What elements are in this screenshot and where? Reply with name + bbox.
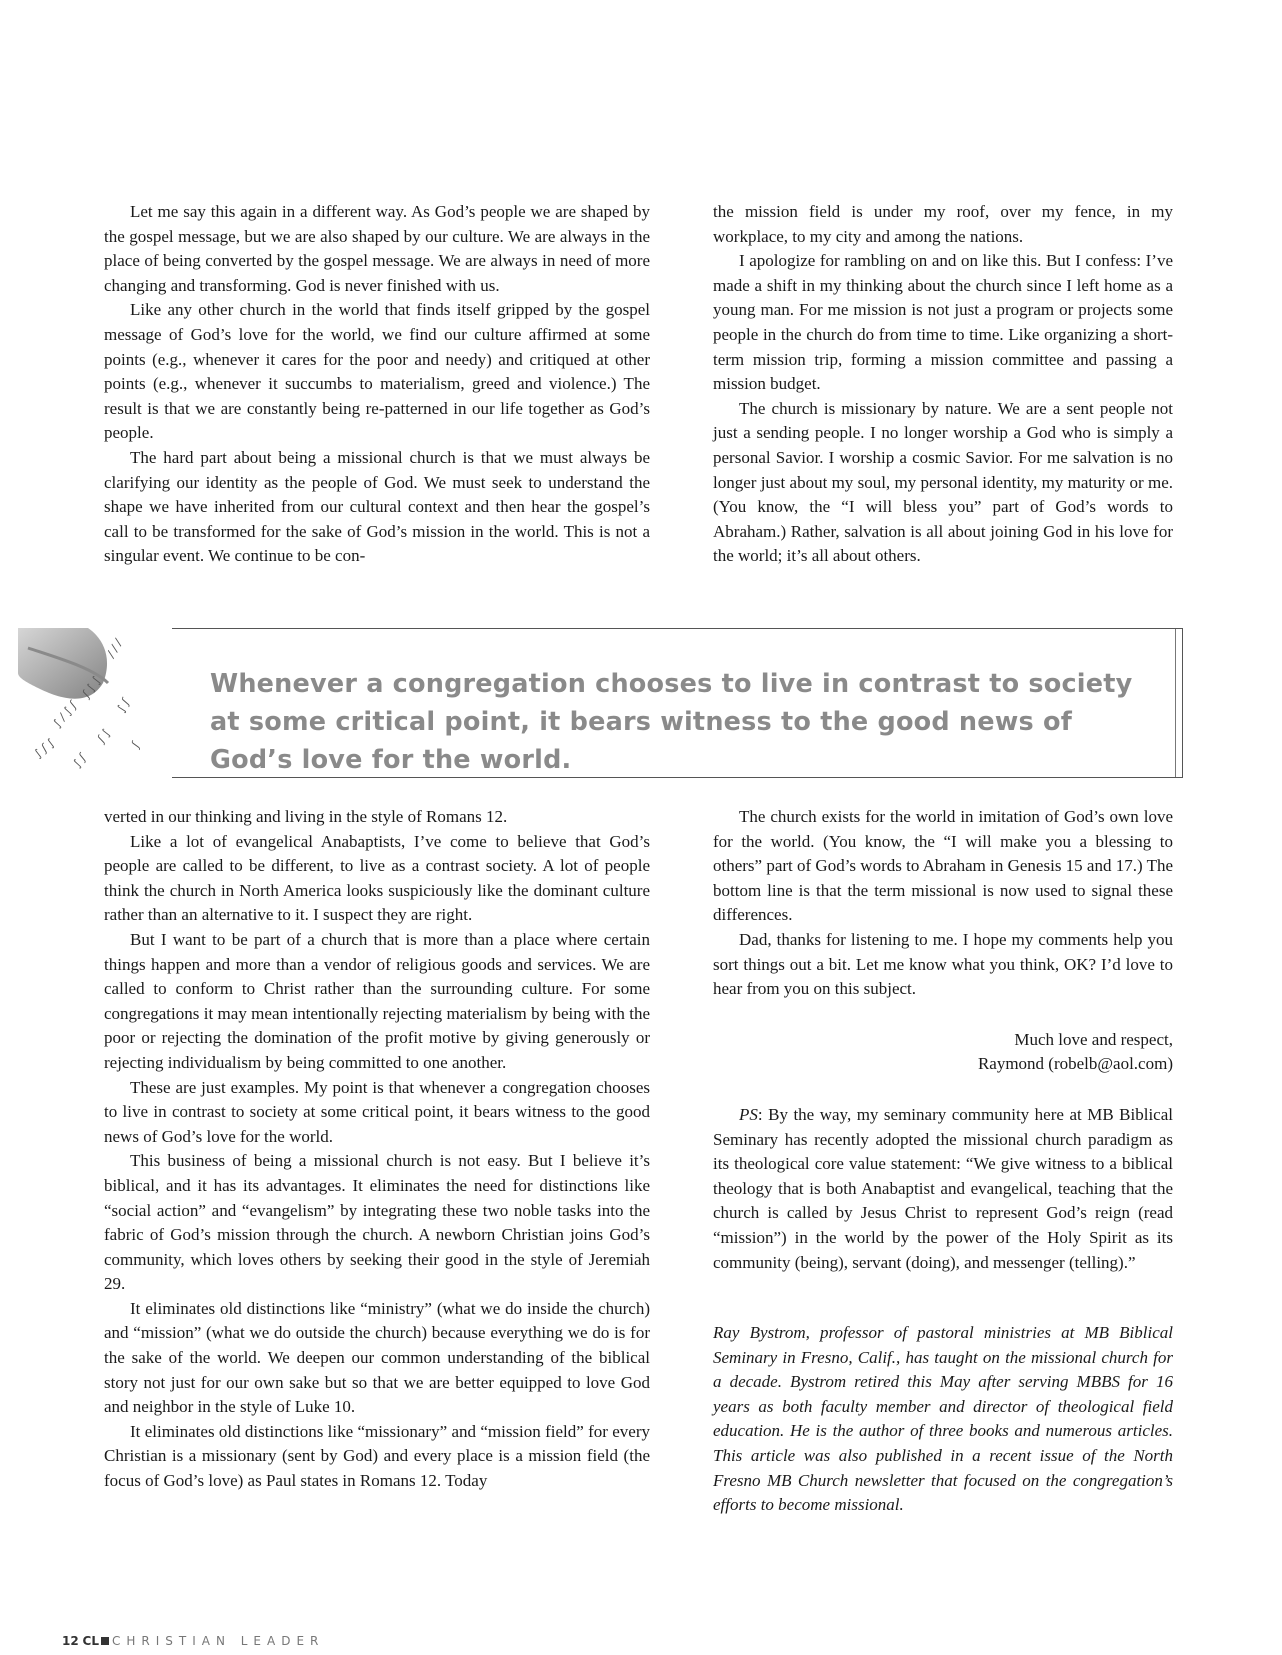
paragraph: These are just examples. My point is that whenever a congregation chooses to live in contrast to society at some critical point, it bears witness to the good news of God’s love for the world. (104, 1077, 650, 1146)
paragraph: The church is missionary by nature. We are a sent people not just a sending people. I no longer worship a God who is simply a personal Savior. I worship a cosmic Savior. For me salvation is no longer just about my soul, my personal identity, my maturity or me. (You know, the “I will bless you” part of God’s words to Abraham.) Rather, salvation is all about joining God in his love for the world; it’s all about others. (713, 398, 1173, 566)
svg-text:ʃ ∫: ʃ ∫ (94, 726, 113, 745)
paragraph: Like a lot of evangelical Anabaptists, I’ve come to believe that God’s people are called to be different, to live as a contrast society. A lot of people think the church in North America looks suspiciously like the dominant culture rather than an alternative to it. I suspect they are right. (104, 831, 650, 925)
signoff-signature: Raymond (robelb@aol.com) (977, 1054, 1173, 1074)
paragraph: Let me say this again in a different way. As God’s people we are shaped by the gospel message, but we are also shaped by our culture. We are always in the place of being converted by the gospel message. We are always in need of more changing and transforming. God is never finished with us. (104, 202, 650, 295)
signoff-closing: Much love and respect, (1014, 1029, 1173, 1049)
magazine-abbrev: CL (82, 1634, 99, 1648)
svg-text:∫ / ∫ ʃ: ∫ / ∫ ʃ (50, 699, 80, 730)
pull-quote-illustration (18, 628, 178, 788)
paragraph: Like any other church in the world that finds itself gripped by the gospel message of God’s love for the world, we find our culture affirmed at some points (e.g., whenever it cares for the poor and needy) and critiqued at other points (e.g., whenever it succumbs to materialism, greed and violence.) The result is that we are constantly being re-patterned in our life together as God’s people. (104, 300, 650, 443)
postscript-label: PS (739, 1104, 758, 1124)
svg-text:∫ ʃ: ∫ ʃ (70, 751, 89, 770)
paragraph: The church exists for the world in imitation of God’s own love for the world. (You know, the “I will make you a blessing to others” part of God’s words to Abraham in Genesis 15 and 17.) The bottom line is that the term missional is now used to signal these differences. (713, 807, 1174, 925)
author-bio: Ray Bystrom, professor of pastoral ministries at MB Biblical Seminary in Fresno, Calif., has taught on the missional church for a decade. Bystrom retired this May after serving MBBS for 16 years as both faculty member and director of theological field education. He is the author of three books and numerous articles. This article was also published in a recent issue of the North Fresno MB Church newsletter that focused on the congregation’s efforts to become missional. (713, 1323, 1173, 1515)
article-column-bottom-right (713, 805, 1173, 1518)
article-column-top-left (104, 200, 650, 569)
svg-text:ʃ ∫ ∫: ʃ ∫ ∫ (79, 674, 104, 700)
square-icon (101, 1637, 109, 1645)
paragraph: the mission field is under my roof, over my fence, in my workplace, to my city and among the nations. (713, 202, 1173, 246)
paragraph: It eliminates old distinctions like “ministry” (what we do inside the church) and “mission” (what we do outside the church) because everything we do is for the sake of the world. We deepen our common understanding of the biblical story not just for our own sake but so that we are better equipped to love God and neighbor in the style of Luke 10. (104, 1298, 650, 1417)
paragraph: But I want to be part of a church that is more than a place where certain things happen and more than a vendor of religious goods and services. We are called to conform to Christ rather than the surrounding culture. For some congregations it may mean intentionally rejecting materialism by being with the poor or rejecting the domination of the profit motive by giving generously or rejecting individualism by being committed to one another. (104, 929, 650, 1072)
svg-text:∫ ʃ ∫: ∫ ʃ ∫ (31, 736, 57, 761)
postscript (713, 1103, 1173, 1275)
article-column-bottom-left (104, 805, 650, 1494)
pull-quote: Whenever a congregation chooses to live in contrast to society at some critical point, it bears witness to the good news of God’s love for the world. (210, 669, 1133, 775)
letter-signoff (713, 1028, 1173, 1077)
article-column-top-right (713, 200, 1173, 569)
magazine-name: CHRISTIAN LEADER (111, 1634, 325, 1648)
paragraph: It eliminates old distinctions like “missionary” and “mission field” for every Christian is a missionary (sent by God) and every place is a mission field (the focus of God’s love) as Paul states in Romans 12. Today (104, 1421, 650, 1491)
svg-text:∫ ʃ: ∫ ʃ (114, 696, 133, 715)
svg-text:ʃ: ʃ (128, 740, 143, 750)
postscript-text: : By the way, my seminary community here at MB Biblical Seminary has recently adopted the missional church paradigm as its theological core value statement: “We give witness to a biblical theology that is both Anabaptist and evangelical, teaching that the church is called by Jesus Christ to represent God’s reign (read “mission”) in the world by the power of the Holy Spirit as its community (being), servant (doing), and messenger (telling).” (713, 1104, 1173, 1272)
page-number: 12 (62, 1634, 79, 1648)
paragraph: I apologize for rambling on and on like this. But I confess: I’ve made a shift in my thinking about the church since I left home as a young man. For me mission is not just a program or projects some people in the church do from time to time. Like organizing a short-term mission trip, forming a mission committee and passing a mission budget. (713, 251, 1173, 394)
page-footer (62, 1634, 324, 1648)
paragraph: Dad, thanks for listening to me. I hope my comments help you sort things out a bit. Let me know what you think, OK? I’d love to hear from you on this subject. (713, 929, 1173, 999)
paragraph: verted in our thinking and living in the style of Romans 12. (104, 807, 508, 826)
paragraph: This business of being a missional church is not easy. But I believe it’s biblical, and it has its advantages. It eliminates the need for distinctions like “social action” and “evangelism” by integrating these two noble tasks into the fabric of God’s mission through the church. A newborn Christian joins God’s community, which loves others by seeking their good in the style of Jeremiah 29. (104, 1151, 650, 1294)
svg-text:/ / /: / / / (104, 637, 125, 660)
paragraph: The hard part about being a missional church is that we must always be clarifying our identity as the people of God. We must seek to understand the shape we have inherited from our cultural context and then hear the gospel’s call to be transformed for the sake of God’s mission in the world. This is not a singular event. We continue to be con- (104, 447, 650, 566)
